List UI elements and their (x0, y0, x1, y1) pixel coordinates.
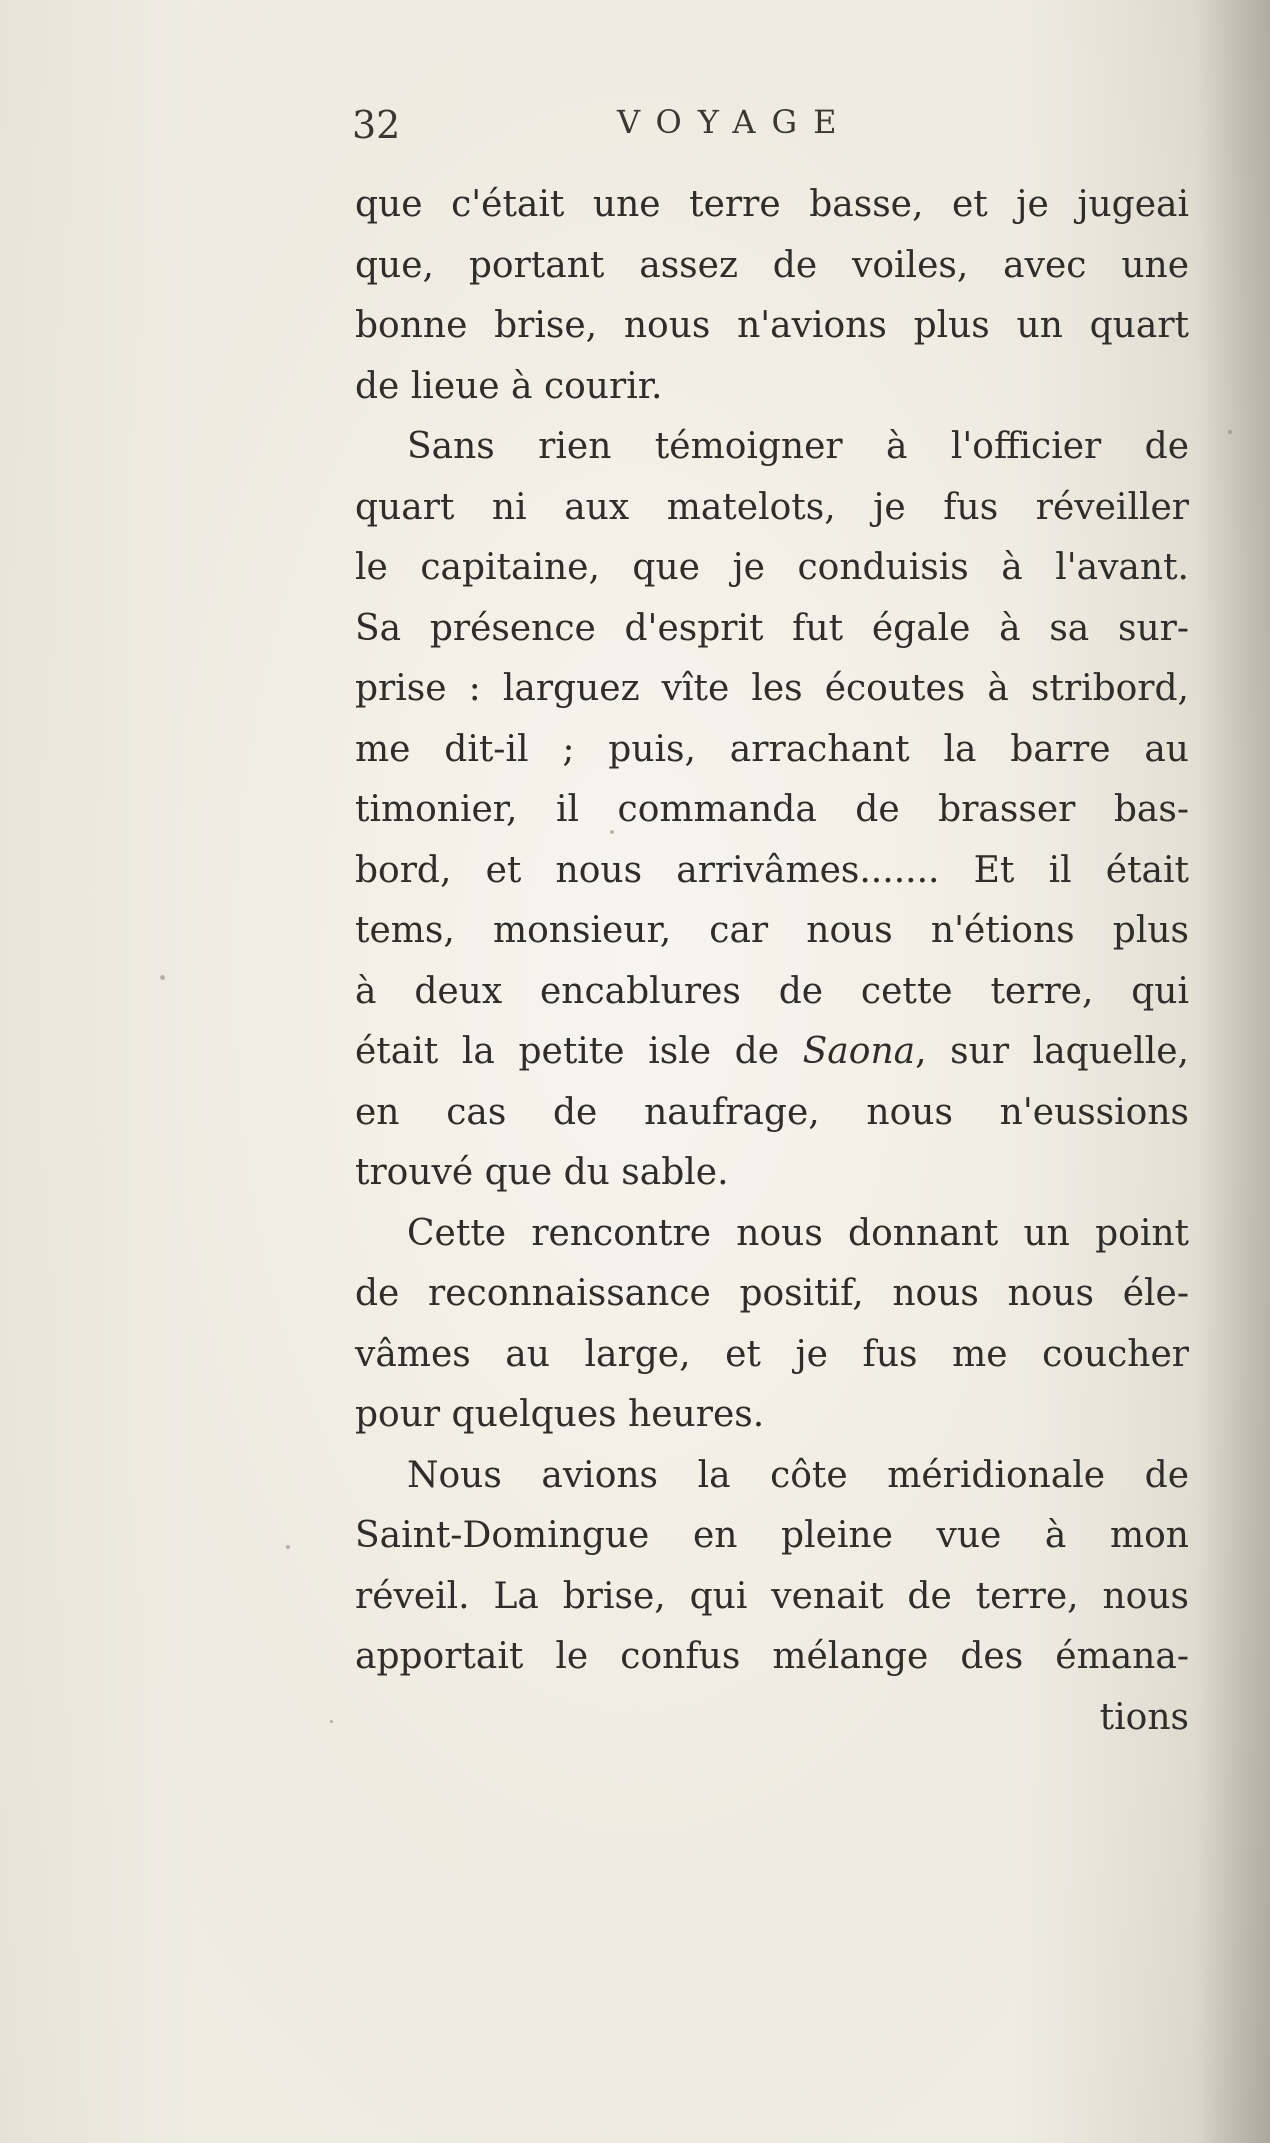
text-line: trouvé que du sable. (355, 1152, 729, 1193)
text-line: quart ni aux matelots, je fus réveiller (355, 486, 1189, 528)
page-number: 32 (352, 103, 401, 147)
catchword: tions (1099, 1696, 1189, 1738)
text-line: apportait le confus mélange des émana- (355, 1636, 1189, 1677)
text-line: bonne brise, nous n'avions plus un quart (355, 305, 1189, 346)
paper-speck (160, 975, 165, 980)
text-line: Sans rien témoigner à l'officier de (407, 426, 1189, 467)
running-head: VOYAGE (617, 103, 853, 141)
paper-speck (610, 830, 614, 834)
text-line: Nous avions la côte méridionale de (407, 1454, 1189, 1496)
text-line: Sa présence d'esprit fut égale à sa sur- (355, 607, 1189, 649)
text-line-with-italic (355, 1022, 1189, 1083)
text-line: bord, et nous arrivâmes....... Et il était (355, 849, 1189, 891)
text-line: que, portant assez de voiles, avec une (355, 244, 1189, 286)
text-line: de lieue à courir. (355, 365, 663, 407)
page-header (352, 103, 952, 153)
text-line: à deux encablures de cette terre, qui (355, 970, 1189, 1012)
text-line: me dit-il ; puis, arrachant la barre au (355, 728, 1189, 770)
text-line: réveil. La brise, qui venait de terre, nous (355, 1575, 1189, 1617)
italic-place-name: Saona (802, 1031, 916, 1072)
text-line: Saint-Domingue en pleine vue à mon (355, 1515, 1189, 1556)
text-line: prise : larguez vîte les écoutes à stribord, (355, 668, 1189, 709)
paper-speck (1228, 430, 1232, 434)
paper-speck (330, 1720, 333, 1723)
text-line: le capitaine, que je conduisis à l'avant. (355, 547, 1189, 588)
text-line: de reconnaissance positif, nous nous éle- (355, 1273, 1189, 1314)
text-line: en cas de naufrage, nous n'eussions (355, 1091, 1189, 1133)
text-line: pour quelques heures. (355, 1394, 765, 1435)
text-line: timonier, il commanda de brasser bas- (355, 789, 1189, 830)
paper-speck (286, 1545, 290, 1549)
line-tail: , sur laquelle, (915, 1031, 1189, 1072)
body-text (355, 175, 1189, 1748)
text-line: Cette rencontre nous donnant un point (407, 1212, 1189, 1254)
text-line: vâmes au large, et je fus me coucher (355, 1333, 1189, 1375)
line-lead: était la petite isle de (355, 1031, 779, 1072)
text-line: tems, monsieur, car nous n'étions plus (355, 910, 1189, 951)
text-line: que c'était une terre basse, et je jugeai (355, 184, 1189, 225)
